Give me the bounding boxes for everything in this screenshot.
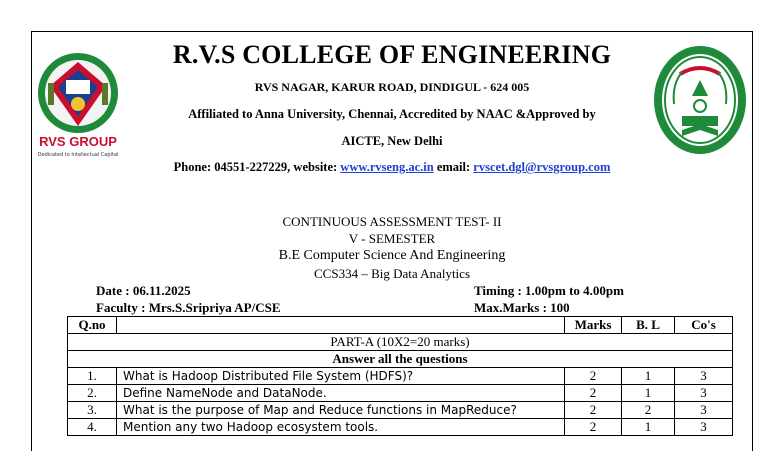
question-text: Define NameNode and DataNode. [117,385,565,402]
table-row [68,419,733,436]
question-co: 3 [675,385,733,402]
question-bl: 1 [622,419,675,436]
question-co: 3 [675,402,733,419]
instruction-label: Answer all the questions [68,351,733,368]
table-header-row [68,317,733,334]
question-bl: 1 [622,368,675,385]
question-number: 2. [68,385,117,402]
max-marks: Max.Marks : 100 [474,300,570,315]
logo-text: RVS GROUP [39,134,117,149]
question-marks: 2 [565,368,622,385]
college-name: R.V.S COLLEGE OF ENGINEERING [172,40,612,69]
exam-timing: Timing : 1.00pm to 4.00pm [474,283,624,298]
question-marks: 2 [565,385,622,402]
exam-title: CONTINUOUS ASSESSMENT TEST- II [282,214,502,229]
website-link[interactable]: www.rvseng.ac.in [340,160,434,174]
faculty: Faculty : Mrs.S.Sripriya AP/CSE [96,300,281,315]
question-table [67,316,733,436]
question-co: 3 [675,419,733,436]
question-number: 4. [68,419,117,436]
contact-line [0,160,784,175]
email-link[interactable]: rvscet.dgl@rvsgroup.com [473,160,611,174]
header-question [117,317,565,334]
question-bl: 2 [622,402,675,419]
question-bl: 1 [622,385,675,402]
table-row [68,385,733,402]
question-text: What is Hadoop Distributed File System (HDFS)? [117,368,565,385]
question-text: What is the purpose of Map and Reduce functions in MapReduce? [117,402,565,419]
logo-tagline: Dedicated to Intellectual Capital [37,152,119,158]
course-title: CCS334 – Big Data Analytics [314,266,470,281]
header-qno: Q.no [68,317,117,334]
question-number: 1. [68,368,117,385]
header-cos: Co's [675,317,733,334]
instruction-row [68,351,733,368]
question-marks: 2 [565,419,622,436]
header-bl: B. L [622,317,675,334]
part-label: PART-A (10X2=20 marks) [68,334,733,351]
college-address: RVS NAGAR, KARUR ROAD, DINDIGUL - 624 005 [254,80,530,94]
table-row [68,368,733,385]
email-label: email: [433,160,474,174]
header-marks: Marks [565,317,622,334]
question-marks: 2 [565,402,622,419]
degree: B.E Computer Science And Engineering [278,248,506,263]
semester: V - SEMESTER [348,231,436,246]
phone-label: Phone: 04551-227229, website: [173,160,341,174]
question-number: 3. [68,402,117,419]
aicte-line: AICTE, New Delhi [341,134,443,148]
affiliation-line: Affiliated to Anna University, Chennai, Accredited by NAAC &Approved by [188,107,596,121]
table-row [68,402,733,419]
part-row [68,334,733,351]
exam-date: Date : 06.11.2025 [96,283,191,298]
question-text: Mention any two Hadoop ecosystem tools. [117,419,565,436]
question-co: 3 [675,368,733,385]
